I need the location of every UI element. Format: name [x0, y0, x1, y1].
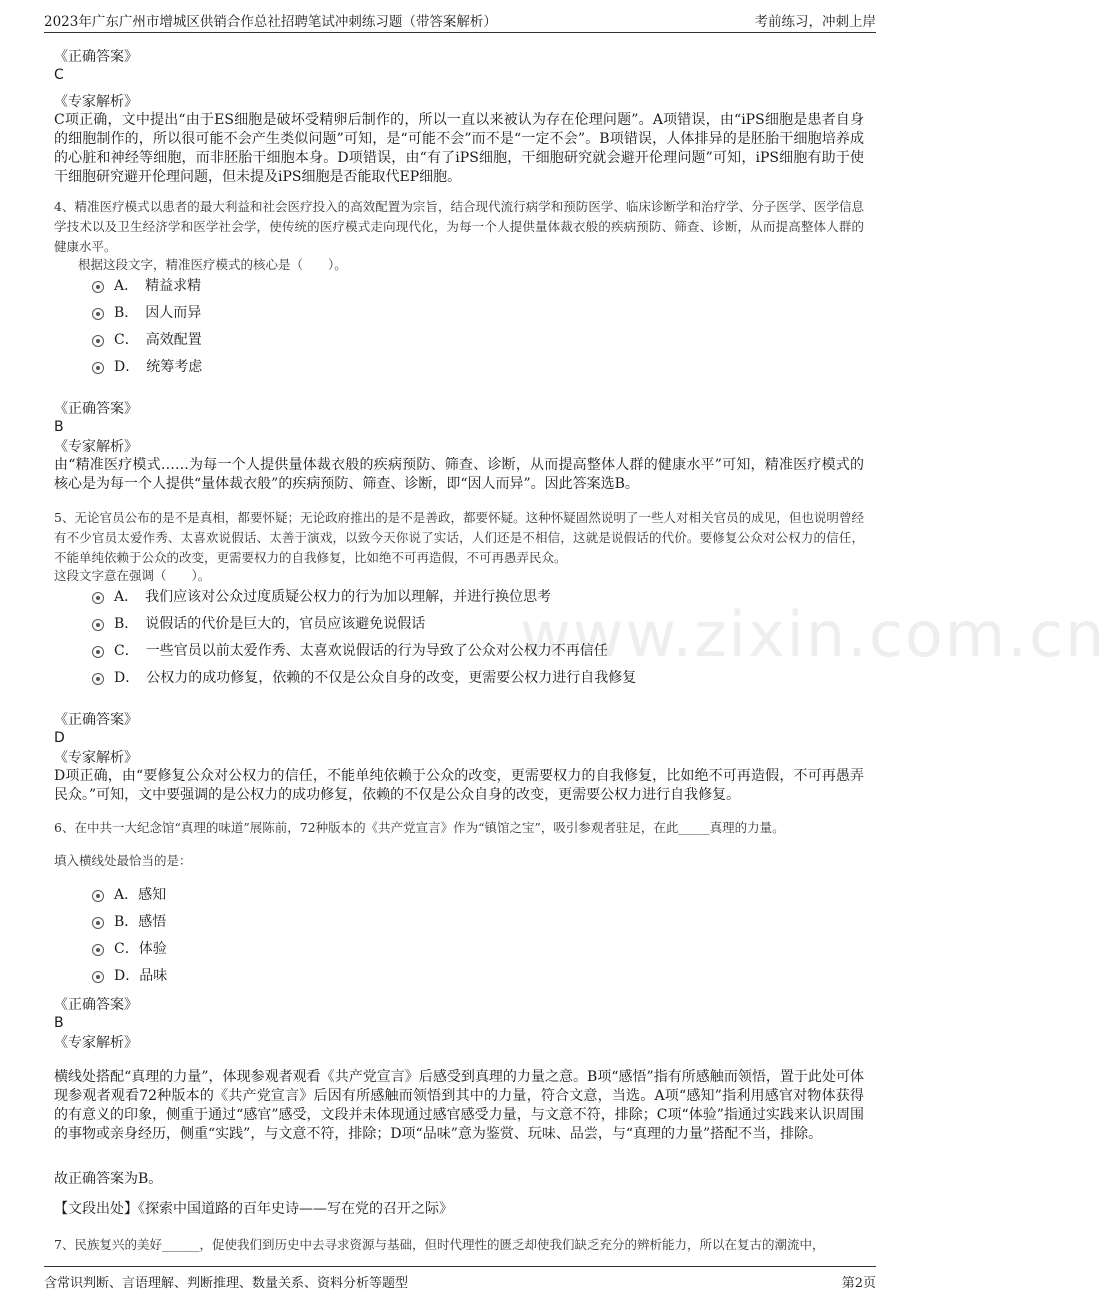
- analysis-text: 横线处搭配“真理的力量”，体现参观者观看《共产党宣言》后感受到真理的力量之意。B项“感悟”指有所感触而领悟，置于此处可体现参观者观看72种版本的《共产党宣言》后因有所感触而领悟到其中的力量，符合文意，当选。A项“感知”指利用感官对物体获得的有意义的印象，侧重于通过“感官”感受，文段并未体现通过感官感受力量，与文意不符，排除；C项“体验”指通过实践来认识周围的事物或亲身经历，侧重“实践”，与文意不符，排除；D项“品味”意为鉴赏、玩味、品尝，与“真理的力量”搭配不当，排除。: [54, 1069, 864, 1142]
- footer-note: 含常识判断、言语理解、判断推理、数量关系、资料分析等题型: [44, 1276, 409, 1291]
- option-b[interactable]: [92, 611, 636, 638]
- option-label: D．品味: [114, 968, 168, 984]
- radio-icon[interactable]: [92, 592, 104, 604]
- analysis-text: D项正确，由“要修复公众对公权力的信任，不能单纯依赖于公众的改变，更需要权力的自我修复，比如绝不可再造假，不可再愚弄民众。”可知，文中要强调的是公权力的成功修复，依赖的不仅是公众自身的改变，更需要公权力进行自我修复。: [54, 768, 864, 803]
- option-label: C．体验: [114, 941, 167, 957]
- answer-value: D: [54, 730, 65, 746]
- answer-label: 《正确答案》: [54, 401, 138, 417]
- page-number: 第2页: [841, 1276, 876, 1291]
- question-4-text: 4、精准医疗模式以患者的最大利益和社会医疗投入的高效配置为宗旨，结合现代流行病学和预防医学、临床诊断学和治疗学、分子医学、医学信息学技术以及卫生经济学和医学社会学，使传统的医疗模式走向现代化，为每一个人提供量体裁衣般的疾病预防、筛查、诊断，从而提高整体人群的健康水平。: [54, 199, 864, 254]
- answer-value: C: [54, 67, 64, 83]
- option-a[interactable]: [92, 584, 636, 611]
- option-label: C． 高效配置: [114, 332, 202, 348]
- radio-icon[interactable]: [92, 971, 104, 983]
- answer-label: 《正确答案》: [54, 49, 138, 65]
- question-5-options: [92, 584, 636, 692]
- option-label: A．感知: [114, 887, 167, 903]
- radio-icon[interactable]: [92, 335, 104, 347]
- question-7-text: 7、民族复兴的美好______，促使我们到历史中去寻求资源与基础，但时代理性的匮乏却使我们缺乏充分的辨析能力，所以在复古的潮流中，: [54, 1237, 825, 1252]
- question-6-text: 6、在中共一大纪念馆“真理的味道”展陈前，72种版本的《共产党宣言》作为“镇馆之宝”，吸引参观者驻足，在此_____真理的力量。: [54, 820, 785, 835]
- option-label: B． 说假话的代价是巨大的，官员应该避免说假话: [114, 616, 426, 632]
- analysis-label: 《专家解析》: [54, 94, 138, 110]
- radio-icon[interactable]: [92, 281, 104, 293]
- option-b[interactable]: [92, 300, 202, 327]
- source-citation: 【文段出处】《探索中国道路的百年史诗——写在党的召开之际》: [54, 1201, 453, 1217]
- option-d[interactable]: [92, 665, 636, 692]
- conclusion-text: 故正确答案为B。: [54, 1171, 163, 1187]
- header-slogan: 考前练习，冲刺上岸: [754, 14, 876, 30]
- document-title: 2023年广东广州市增城区供销合作总社招聘笔试冲刺练习题（带答案解析）: [44, 14, 497, 30]
- option-a[interactable]: [92, 273, 202, 300]
- question-4-prompt: 根据这段文字，精准医疗模式的核心是（ ）。: [78, 257, 347, 272]
- radio-icon[interactable]: [92, 646, 104, 658]
- option-b[interactable]: [92, 909, 167, 936]
- option-label: A． 精益求精: [114, 278, 202, 294]
- option-a[interactable]: [92, 882, 167, 909]
- watermark: www.zixin.com.cn: [520, 598, 1106, 671]
- option-label: D． 统筹考虑: [114, 359, 203, 375]
- radio-icon[interactable]: [92, 619, 104, 631]
- question-6-options: [92, 882, 167, 990]
- option-c[interactable]: [92, 638, 636, 665]
- answer-value: B: [54, 1015, 64, 1031]
- header-rule: [44, 32, 876, 33]
- analysis-label: 《专家解析》: [54, 750, 138, 766]
- option-label: A． 我们应该对公众过度质疑公权力的行为加以理解，并进行换位思考: [114, 589, 552, 605]
- option-c[interactable]: [92, 327, 202, 354]
- radio-icon[interactable]: [92, 917, 104, 929]
- analysis-label: 《专家解析》: [54, 1035, 138, 1051]
- option-label: C． 一些官员以前太爱作秀、太喜欢说假话的行为导致了公众对公权力不再信任: [114, 643, 608, 659]
- option-label: D． 公权力的成功修复，依赖的不仅是公众自身的改变，更需要公权力进行自我修复: [114, 670, 637, 686]
- radio-icon[interactable]: [92, 362, 104, 374]
- analysis-text: C项正确，文中提出“由于ES细胞是破坏受精卵后制作的，所以一直以来被认为存在伦理问题”。A项错误，由“iPS细胞是患者自身的细胞制作的，所以很可能不会产生类似问题”可知，是“可能不会”而不是“一定不会”。B项错误，人体排异的是胚胎干细胞培养成的心脏和神经等细胞，而非胚胎干细胞本身。D项错误，由“有了iPS细胞，干细胞研究就会避开伦理问题”可知，iPS细胞有助于使干细胞研究避开伦理问题，但未提及iPS细胞是否能取代EP细胞。: [54, 112, 864, 185]
- option-label: B． 因人而异: [114, 305, 202, 321]
- page-header: [0, 0, 920, 34]
- answer-value: B: [54, 419, 64, 435]
- option-label: B．感悟: [114, 914, 167, 930]
- footer-rule: [44, 1266, 876, 1267]
- question-6-prompt: 填入横线处最恰当的是：: [54, 853, 192, 868]
- answer-label: 《正确答案》: [54, 712, 138, 728]
- analysis-label: 《专家解析》: [54, 439, 138, 455]
- answer-label: 《正确答案》: [54, 997, 138, 1013]
- option-d[interactable]: [92, 354, 202, 381]
- option-c[interactable]: [92, 936, 167, 963]
- question-5-prompt: 这段文字意在强调（ ）。: [54, 568, 211, 583]
- page-footer: [0, 1266, 920, 1302]
- option-d[interactable]: [92, 963, 167, 990]
- radio-icon[interactable]: [92, 308, 104, 320]
- question-4-options: [92, 273, 202, 381]
- radio-icon[interactable]: [92, 673, 104, 685]
- question-5-text: 5、无论官员公布的是不是真相，都要怀疑；无论政府推出的是不是善政，都要怀疑。这种怀疑固然说明了一些人对相关官员的成见，但也说明曾经有不少官员太爱作秀、太喜欢说假话、太善于演戏，以致今天你说了实话，人们还是不相信，这就是说假话的代价。要修复公众对公权力的信任，不能单纯依赖于公众的改变，更需要权力的自我修复，比如绝不可再造假，不可再愚弄民众。: [54, 510, 864, 565]
- radio-icon[interactable]: [92, 944, 104, 956]
- analysis-text: 由“精准医疗模式……为每一个人提供量体裁衣般的疾病预防、筛查、诊断，从而提高整体人群的健康水平”可知，精准医疗模式的核心是为每一个人提供“量体裁衣般”的疾病预防、筛查、诊断，即“因人而异”。因此答案选B。: [54, 457, 864, 492]
- radio-icon[interactable]: [92, 890, 104, 902]
